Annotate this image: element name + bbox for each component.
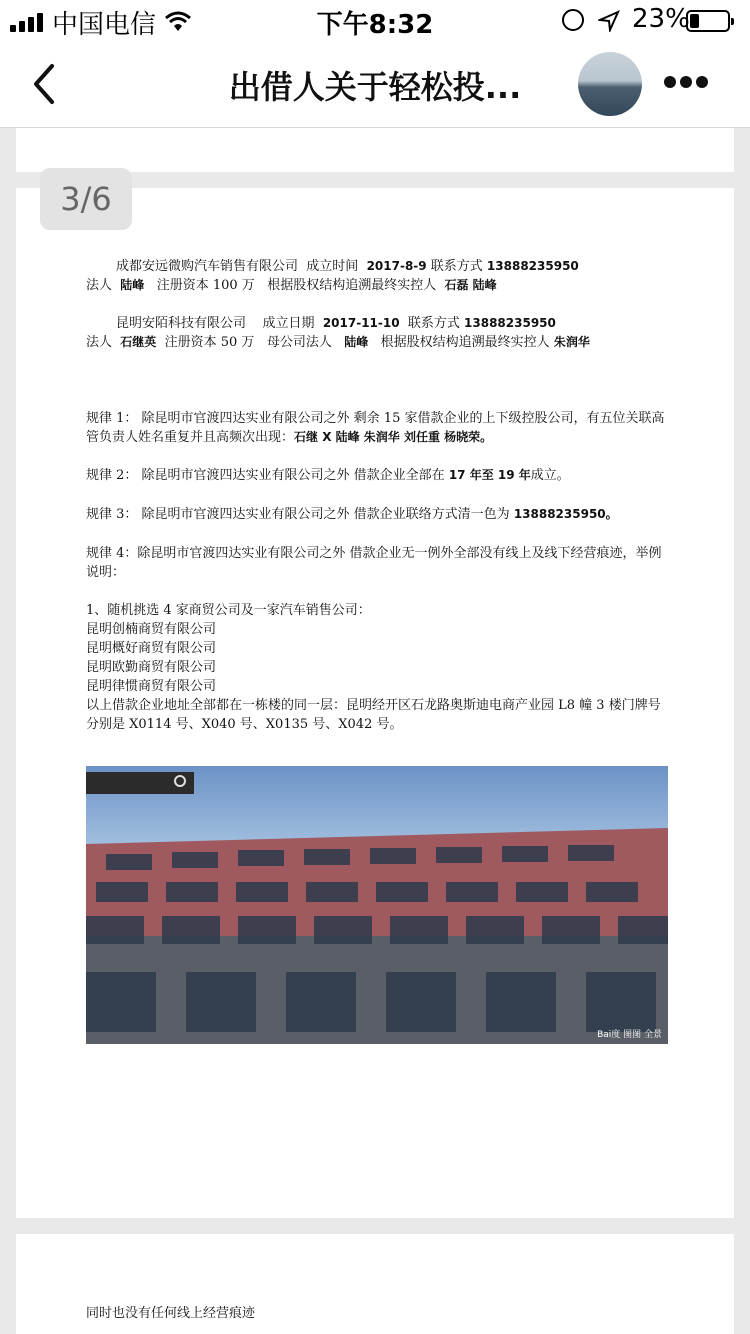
company-1-name: 成都安远微购汽车销售有限公司 bbox=[116, 259, 299, 274]
company-1-legal: 陆峰 bbox=[120, 278, 145, 292]
example-address: 以上借款企业地址全部都在一栋楼的同一层：昆明经开区石龙路奥斯迪电商产业园 L8 幢 3 楼门牌号分别是 X0114 号、X040 号、X0135 号、X042 号。 bbox=[86, 698, 661, 732]
building-illustration bbox=[86, 766, 668, 1044]
avatar[interactable] bbox=[578, 52, 642, 116]
building-photo bbox=[86, 766, 668, 1044]
page-title: 出借人关于轻松投... bbox=[228, 68, 522, 106]
company-2-legal: 石继英 bbox=[120, 335, 157, 349]
rule-4: 规律 4：除昆明市官渡四达实业有限公司之外 借款企业无一例外全部没有线上及线下经营痕迹，举例说明： bbox=[86, 546, 662, 580]
battery-percent: 23% bbox=[632, 4, 690, 34]
list-item: 昆明欧勤商贸有限公司 bbox=[86, 660, 217, 675]
page-indicator: 3/6 bbox=[40, 168, 132, 230]
company-1-block: 成都安远微购汽车销售有限公司 成立时间 2017-8-9 联系方式 13888235950 法人 陆峰 注册资本 100 万 根据股权结构追溯最终实控人 石磊 陆峰 bbox=[86, 259, 579, 293]
battery-icon bbox=[686, 10, 730, 32]
search-icon bbox=[174, 775, 186, 787]
rule-3: 规律 3： 除昆明市官渡四达实业有限公司之外 借款企业联络方式清一色为 13888235950。 bbox=[86, 507, 618, 522]
rule-2: 规律 2： 除昆明市官渡四达实业有限公司之外 借款企业全部在 17 年至 19 年成立。 bbox=[86, 468, 570, 483]
company-2-block: 昆明安陌科技有限公司 成立日期 2017-11-10 联系方式 13888235950 法人 石继英 注册资本 50 万 母公司法人 陆峰 根据股权结构追溯最终实控人 朱润华 bbox=[86, 316, 590, 350]
list-item: 昆明律惯商贸有限公司 bbox=[86, 679, 217, 694]
company-1-contact: 13888235950 bbox=[486, 259, 579, 273]
company-2-name: 昆明安陌科技有限公司 bbox=[116, 316, 247, 331]
more-dots-icon[interactable] bbox=[664, 76, 708, 90]
company-1-founded: 2017-8-9 bbox=[366, 259, 427, 273]
nav-bar bbox=[0, 40, 750, 128]
list-item: 昆明概好商贸有限公司 bbox=[86, 641, 217, 656]
example-intro: 1、随机挑选 4 家商贸公司及一家汽车销售公司： bbox=[86, 603, 371, 618]
company-2-parent: 陆峰 bbox=[344, 335, 369, 349]
next-page-caption: 同时也没有任何线上经营痕迹 bbox=[86, 1306, 256, 1321]
rule-1-names: 石继 X 陆峰 朱润华 刘任重 杨晓荣。 bbox=[294, 430, 493, 444]
rotation-lock-icon bbox=[562, 9, 584, 31]
list-item: 昆明创楠商贸有限公司 bbox=[86, 622, 217, 637]
company-1-controller: 石磊 陆峰 bbox=[444, 278, 497, 292]
location-arrow-icon bbox=[598, 10, 620, 32]
rule-1: 规律 1： 除昆明市官渡四达实业有限公司之外 剩余 15 家借款企业的上下级控股公司，有五位关联高管负责人姓名重复并且高频次出现：石继 X 陆峰 朱润华 刘任重 杨晓荣。 bbox=[86, 411, 665, 445]
company-2-contact: 13888235950 bbox=[464, 316, 556, 330]
status-bar bbox=[0, 0, 750, 40]
company-2-founded: 2017-11-10 bbox=[322, 316, 400, 330]
back-chevron-icon[interactable] bbox=[28, 62, 64, 106]
photo-watermark: Bai度 图图 全景 bbox=[597, 1030, 662, 1040]
previous-page bbox=[16, 128, 734, 172]
photo-search-bar bbox=[86, 772, 194, 794]
example-block bbox=[86, 601, 670, 734]
carrier-label: 中国电信 bbox=[52, 10, 157, 40]
clock: 下午8:32 bbox=[316, 10, 434, 40]
company-2-controller: 朱润华 bbox=[553, 335, 590, 349]
